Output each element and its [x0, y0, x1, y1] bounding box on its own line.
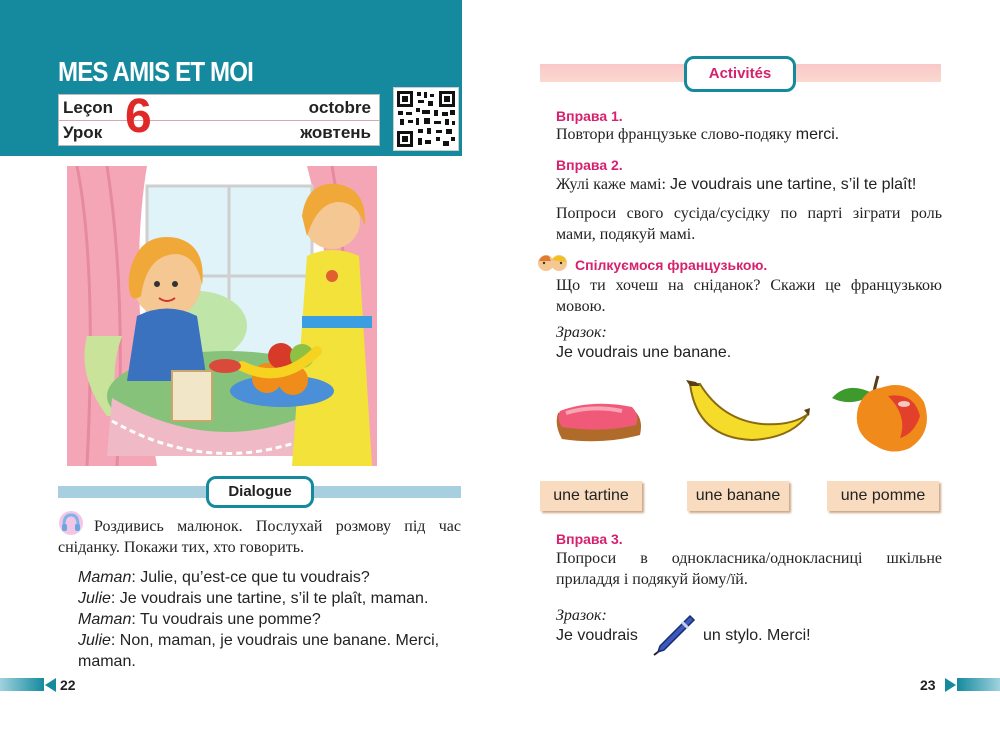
exercise-3-title: Вправа 3. [556, 531, 623, 547]
activities-heading: Activités [684, 56, 796, 92]
month-uk: жовтень [300, 123, 371, 142]
breakfast-illustration [67, 166, 377, 466]
exercise-1-text: Повтори французьке слово-подяку merci. [556, 126, 839, 143]
label-banane: une banane [687, 481, 789, 511]
sample-2-before: Je voudrais [556, 627, 638, 644]
dialogue-line [78, 609, 321, 630]
arrow-right-icon[interactable] [945, 678, 956, 692]
sample-label: Зразок: [556, 324, 607, 341]
divider [59, 120, 379, 121]
lesson-info-box [58, 90, 380, 146]
ex2-uk: Жулі каже мамі: [556, 176, 670, 193]
dialogue-line [78, 630, 439, 651]
tartine-image [552, 395, 648, 455]
lesson-label-fr: Leçon [63, 98, 114, 117]
line-text: : Non, maman, je voudrais une banane. Merci, [110, 632, 440, 649]
ex1-fr: merci [795, 126, 835, 143]
ex1-uk: Повтори французьке слово-подяку [556, 126, 796, 143]
page-title: MES AMIS ET MOI [58, 56, 253, 87]
speaker: Julie [78, 590, 111, 607]
dialogue-heading: Dialogue [206, 476, 314, 508]
lesson-number: 6 [125, 90, 152, 143]
communicate-title: Спілкуємося французькою. [575, 257, 768, 273]
dialogue-line [78, 651, 136, 672]
exercise-2-text [556, 174, 946, 195]
speaker: Maman [78, 569, 132, 586]
speaker: Julie [78, 632, 111, 649]
apple-image [828, 372, 943, 457]
speaker: Maman [78, 611, 132, 628]
speaking-people-icon [537, 253, 569, 273]
exercise-3-text: Попроси в однокласника/однокласниці шкільне приладдя і подякуй йому/їй. [556, 550, 942, 588]
line-text: : Julie, qu’est-ce que tu voudrais? [131, 569, 370, 586]
qr-code[interactable] [393, 87, 459, 151]
communicate-text: Що ти хочеш на сніданок? Скажи це французькою мовою. [556, 277, 942, 315]
lesson-label-uk: Урок [63, 123, 103, 142]
ex2-fr: Je voudrais une tartine, s’il te plaît! [670, 176, 917, 193]
sample-2-label: Зразок: [556, 607, 607, 624]
banana-image [682, 378, 812, 453]
page-number: 22 [60, 677, 76, 693]
dialogue-instruction: Роздивись малюнок. Послухай розмову під час сніданку. Покажи тих, хто говорить. [58, 518, 461, 556]
page-bar [957, 678, 1000, 691]
label-pomme: une pomme [827, 481, 939, 511]
exercise-1-title: Вправа 1. [556, 108, 623, 124]
line-text: maman. [78, 653, 136, 670]
line-text: : Je voudrais une tartine, s’il te plaît, maman. [110, 590, 429, 607]
pen-icon [652, 612, 696, 656]
sample-text: Je voudrais une banane. [556, 344, 732, 361]
exercise-2-text-2: Попроси свого сусіда/сусідку по парті зіграти роль мами, подякуй мамі. [556, 205, 942, 243]
line-text: : Tu voudrais une pomme? [131, 611, 321, 628]
sample-2-after: un stylo. Merci! [703, 627, 811, 644]
page-bar [0, 678, 44, 691]
dialogue-line [78, 567, 370, 588]
label-tartine: une tartine [540, 481, 642, 511]
page-number: 23 [920, 677, 936, 693]
dialogue-line [78, 588, 428, 609]
month-fr: octobre [308, 98, 371, 117]
exercise-2-title: Вправа 2. [556, 157, 623, 173]
arrow-left-icon[interactable] [45, 678, 56, 692]
